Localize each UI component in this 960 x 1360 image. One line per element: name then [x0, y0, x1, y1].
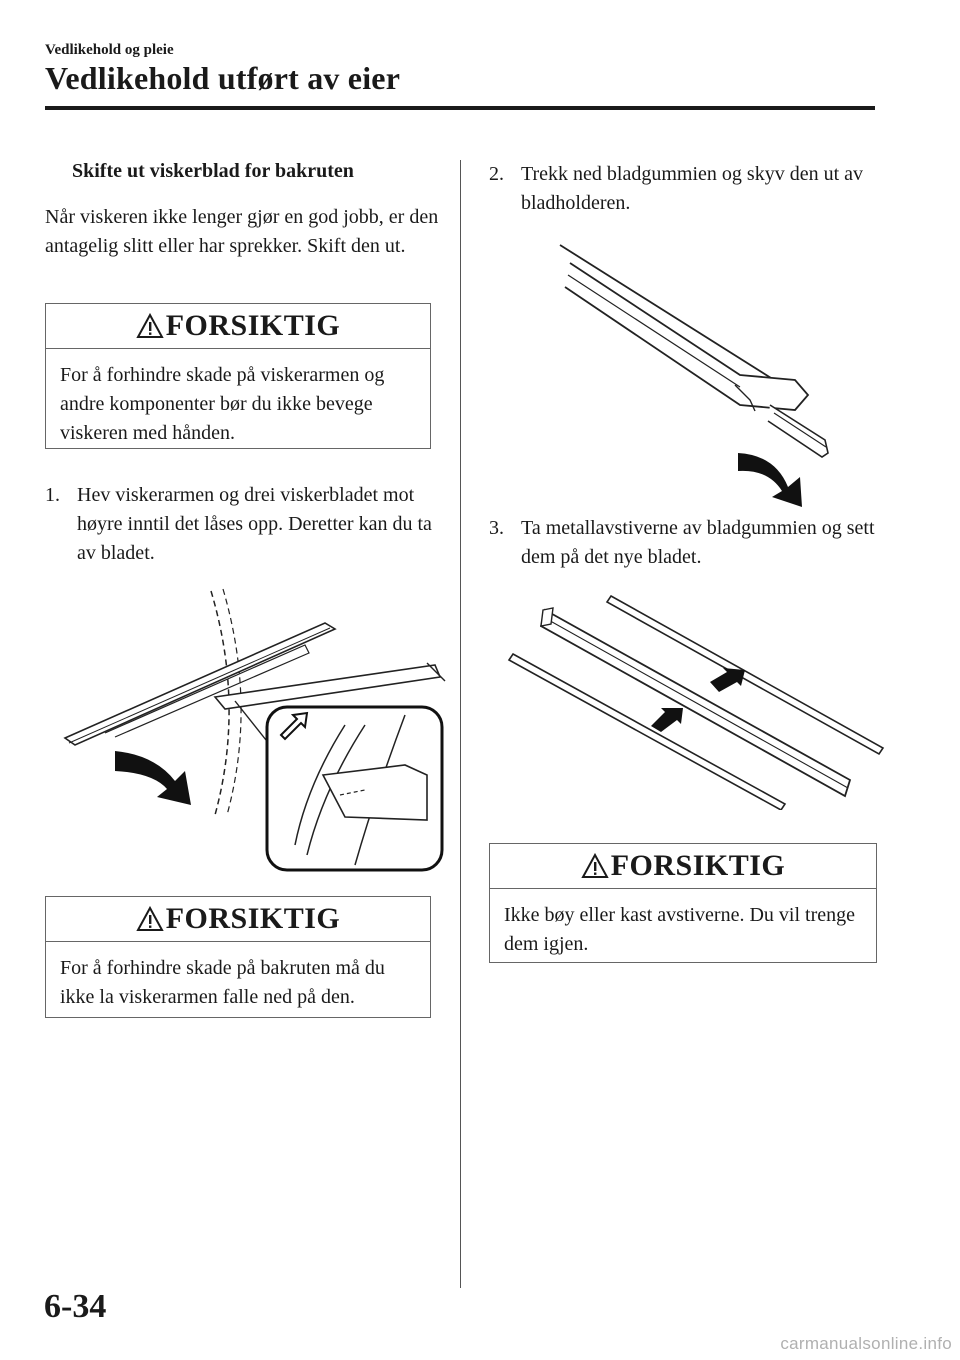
- pull-down-arrow-icon: [738, 453, 802, 507]
- warning-triangle-icon: [581, 853, 609, 879]
- breadcrumb: Vedlikehold og pleie: [45, 42, 174, 58]
- warning-triangle-icon: [136, 906, 164, 932]
- insert-arrow-icon: [651, 708, 683, 732]
- warning-triangle-icon: [136, 313, 164, 339]
- caution-box-1: [45, 303, 431, 449]
- title-divider: [45, 106, 875, 110]
- step-text: Trekk ned bladgummien og skyv den ut av bladholderen.: [521, 163, 864, 214]
- caution-text: For å forhindre skade på viskerarmen og andre komponenter bør du ikke bevege viskeren med hånden.: [60, 364, 385, 444]
- wiper-arm-illustration: [45, 585, 450, 875]
- caution-header: [46, 304, 430, 349]
- page-number: 6-34: [44, 1288, 107, 1325]
- caution-header: [46, 897, 430, 942]
- blade-rubber-illustration: [540, 235, 840, 510]
- step-1: [45, 481, 445, 568]
- caution-text: For å forhindre skade på bakruten må du ikke la viskerarmen falle ned på den.: [60, 957, 385, 1008]
- rotate-arrow-icon: [115, 751, 191, 805]
- caution-text: Ikke bøy eller kast avstiverne. Du vil trenge dem igjen.: [504, 904, 855, 955]
- stiffeners-illustration: [505, 590, 895, 810]
- step-2: [489, 160, 889, 218]
- step-number: 3.: [489, 517, 504, 539]
- caution-header: [490, 844, 876, 889]
- caution-title: FORSIKTIG: [610, 849, 786, 882]
- step-text: Ta metallavstiverne av bladgummien og sett dem på det nye bladet.: [521, 517, 875, 568]
- caution-title: FORSIKTIG: [165, 309, 341, 342]
- caution-box-2: [45, 896, 431, 1018]
- caution-box-3: [489, 843, 877, 963]
- step-number: 2.: [489, 163, 504, 185]
- intro-paragraph: Når viskeren ikke lenger gjør en god jobb, er den antagelig slitt eller har sprekker. Skift den ut.: [45, 206, 439, 257]
- watermark: carmanualsonline.info: [780, 1334, 952, 1353]
- column-divider: [460, 160, 461, 1288]
- step-3: [489, 514, 889, 572]
- step-text: Hev viskerarmen og drei viskerbladet mot høyre inntil det låses opp. Deretter kan du ta av bladet.: [77, 484, 432, 564]
- caution-title: FORSIKTIG: [165, 902, 341, 935]
- section-heading: Skifte ut viskerblad for bakruten: [72, 160, 354, 182]
- step-number: 1.: [45, 484, 60, 506]
- page-title: Vedlikehold utført av eier: [45, 60, 401, 96]
- insert-arrow-icon: [710, 668, 745, 692]
